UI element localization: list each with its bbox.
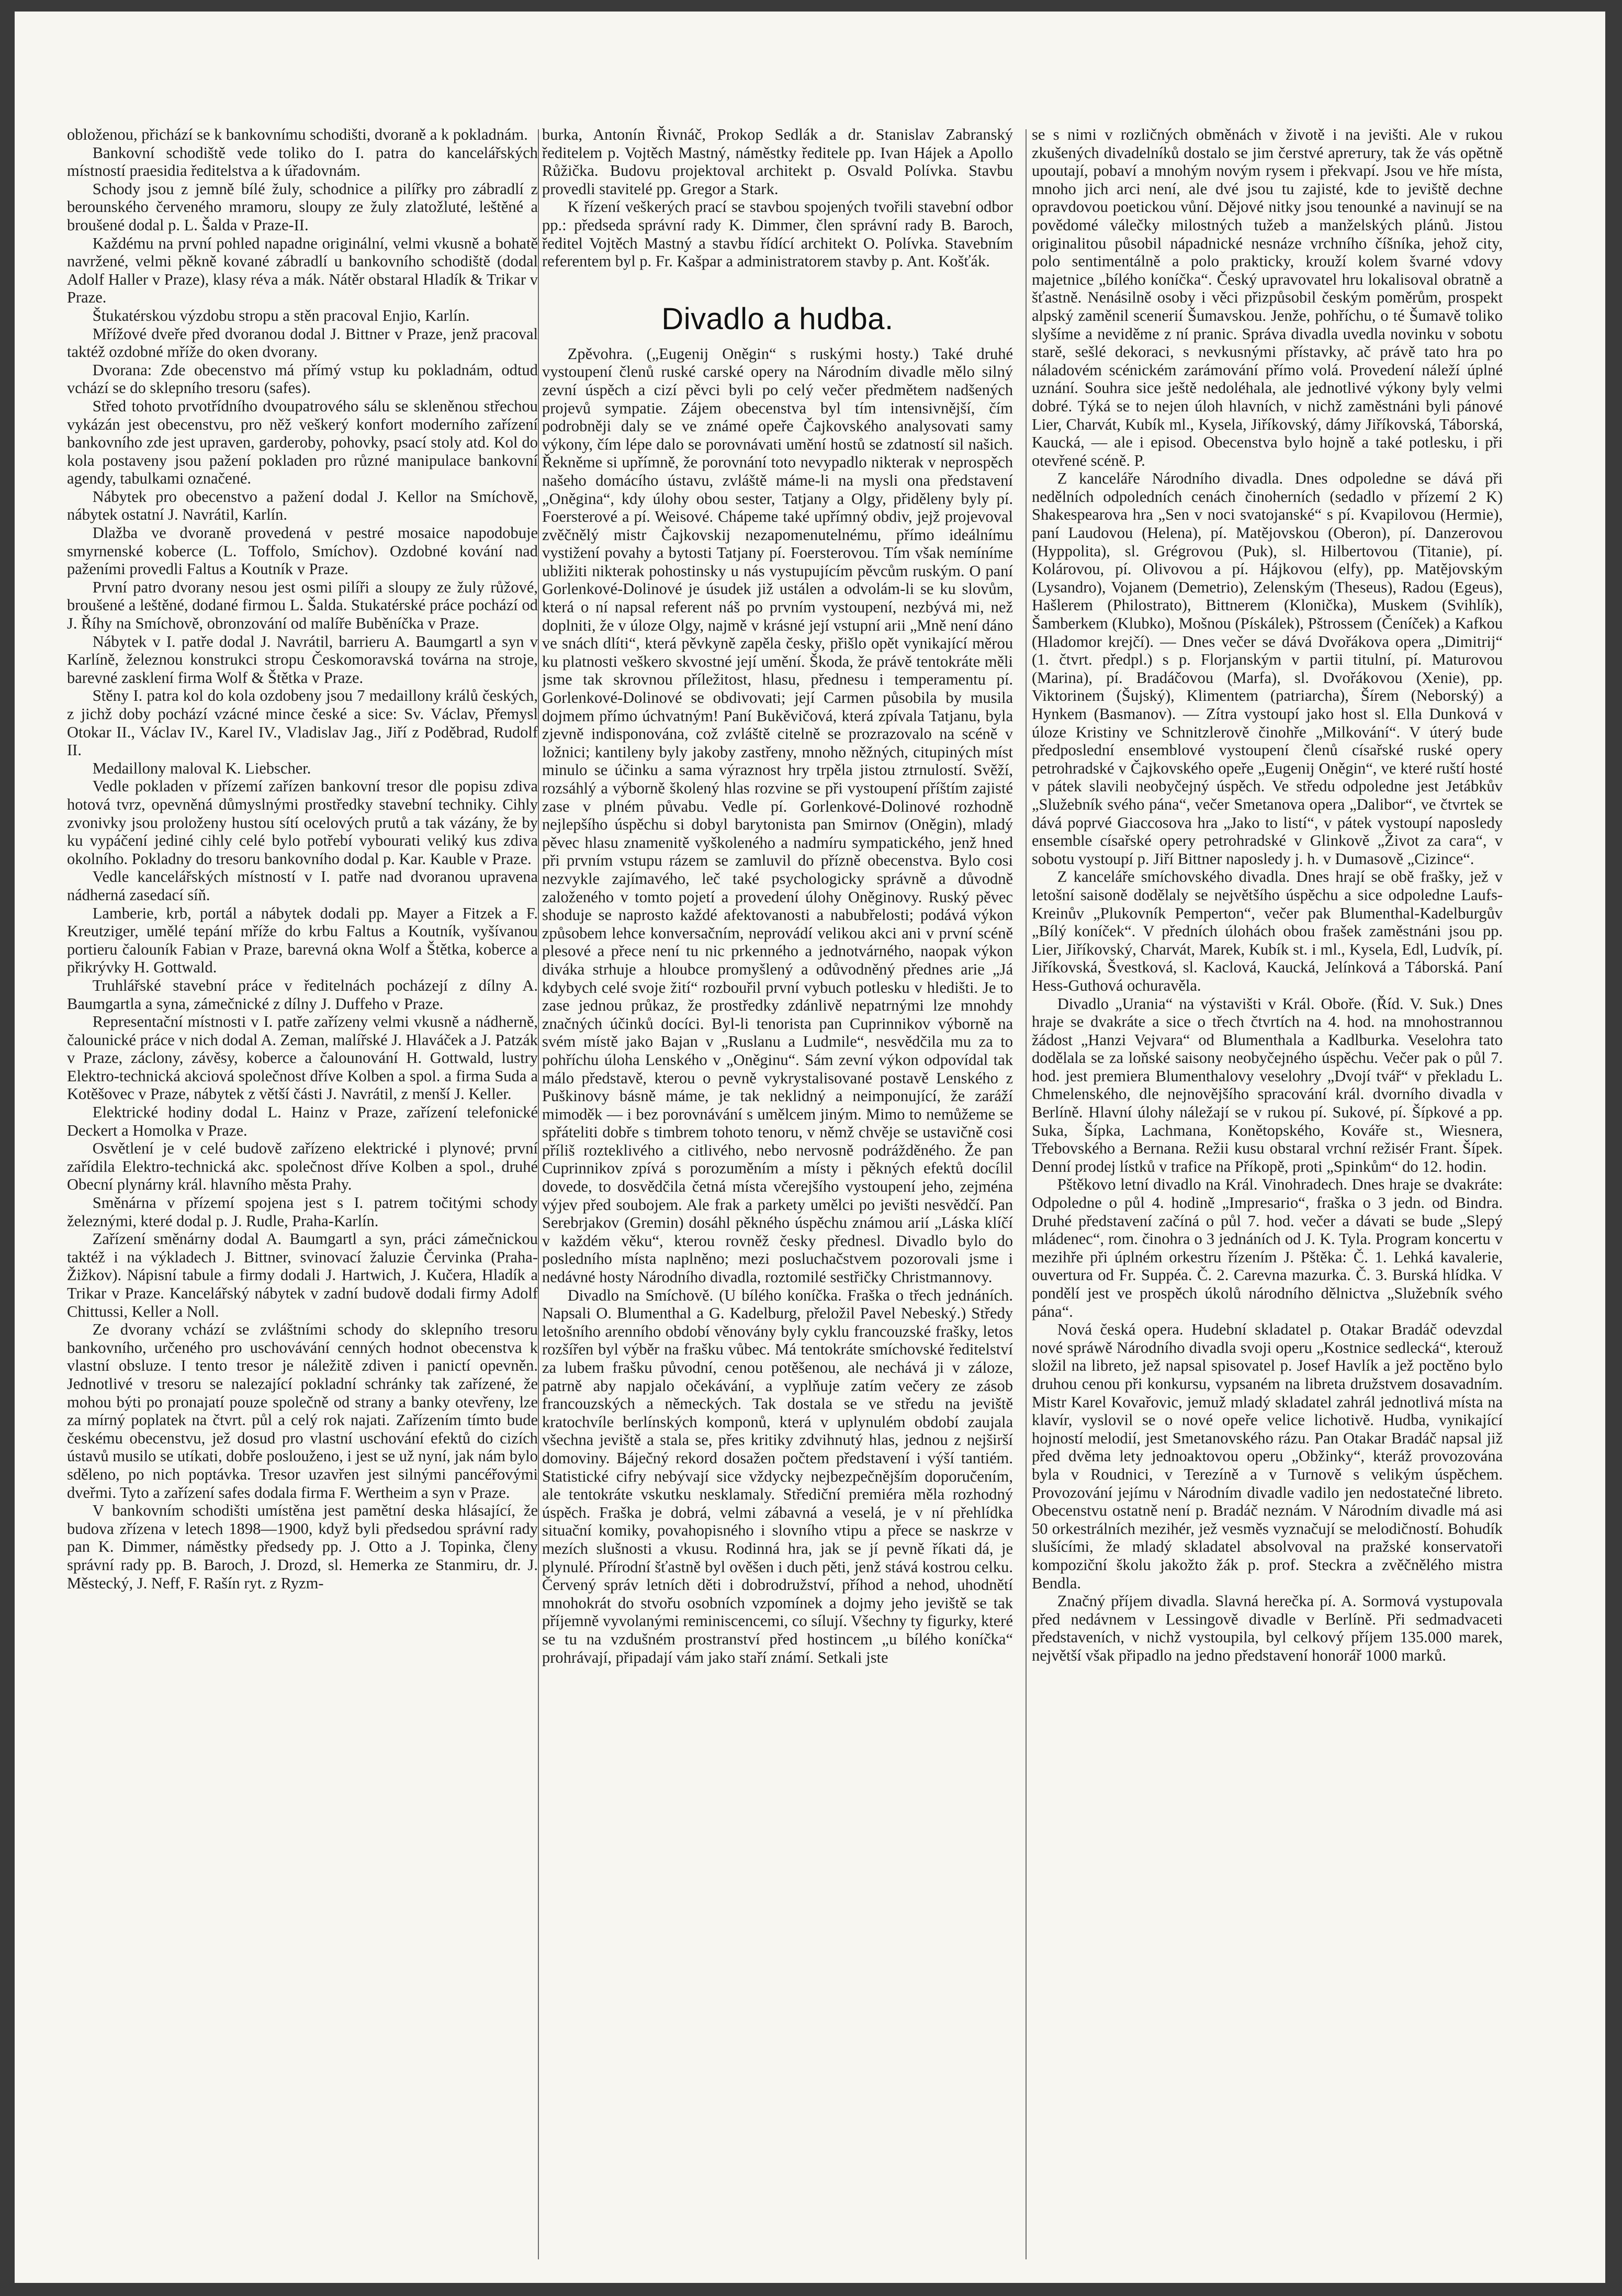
- text-column-left: [67, 126, 538, 2271]
- article-paragraph: Z kanceláře smíchovského divadla. Dnes hrají se obě frašky, jež v letošní saisoně dodělaly se největšího úspěchu a sice odpoledne Laufs-Kreinův „Plukovník Pemperton“, večer pak Blumenthal-Kadelburgův „Bílý koníček“. V předních úlohách obou frašek zaměstnáni jsou pp. Lier, Jiříkovský, Charvát, Marek, Kubík st. i ml., Kysela, Edl, Ludvík, pí. Jiříkovská, Švestková, sl. Kaclová, Kaucká, Jelínková a Táborská. Paní Hess-Guthová ochuravěla.: [1032, 868, 1503, 994]
- column-divider: [538, 129, 539, 2259]
- article-paragraph: Mřížové dveře před dvoranou dodal J. Bittner v Praze, jenž pracoval taktéž ozdobné mříže do oken dvorany.: [67, 324, 538, 361]
- bank-article-continuation: [542, 126, 1013, 271]
- article-paragraph: Stěny I. patra kol do kola ozdobeny jsou 7 medaillony králů českých, z jichž doby pochází vzácné mince české a sice: Sv. Václav, Přemysl Otokar II., Václav IV., Karel IV., Vladislav Jag., Jiří z Poděbrad, Rudolf II.: [67, 687, 538, 759]
- article-paragraph: Pštěkovo letní divadlo na Král. Vinohradech. Dnes hraje se dvakráte: Odpoledne o půl 4. hodině „Impresario“, fraška o 3 jedn. od Bindra. Druhé představení začíná o půl 7. hod. večer a dávati se bude „Slepý mládenec“, rom. činohra o 3 jednáních od J. K. Tyla. Program koncertu v mezihře při úplném orkestru řízením J. Pštěka: Č. 1. Lehká kavalerie, ouvertura od Fr. Suppéa. Č. 2. Carevna mazurka. Č. 3. Burská hlídka. V pondělí jest ve prospěch úkolů národního dělnictva „Služebník svého pána“.: [1032, 1175, 1503, 1320]
- article-paragraph: obloženou, přichází se k bankovnímu schodišti, dvoraně a k pokladnám.: [67, 126, 528, 143]
- theatre-section-body: [542, 345, 1013, 1666]
- article-paragraph: Střed tohoto prvotřídního dvoupatrového sálu se skleněnou střechou vykázán jest obecenstvu, pro něž veškerý konfort moderního zařízení bankovního zde jest upraven, garderoby, pohovky, psací stoly atd. Kol do kola postaveny jsou pažení pokladen pro různé manipulace bankovní agendy, tabulkami označené.: [67, 397, 538, 488]
- article-paragraph: Zařízení směnárny dodal A. Baumgartl a syn, práci zámečnickou taktéž i na výkladech J. Bittner, svinovací žaluzie Červinka (Praha-Žižkov). Nápisní tabule a firmy dodali J. Hartwich, J. Kučera, Hladík a Trikar v Praze. Kancelářský nábytek v zadní budově dodali firmy Adolf Chittussi, Keller a Noll.: [67, 1230, 538, 1320]
- article-paragraph: Elektrické hodiny dodal L. Hainz v Praze, zařízení telefonické Deckert a Homolka v Praze.: [67, 1103, 538, 1139]
- article-paragraph: Divadlo na Smíchově. (U bílého koníčka. Fraška o třech jednáních. Napsali O. Blumenthal a G. Kadelburg, přeložil Pavel Nebeský.) Středy letošního arenního období věnovány byly cyklu francouzské frašky, letos rozšířen byl výběr na frašku vůbec. Má tentokráte smíchovské ředitelství za lubem frašku původní, cenou potěšenou, ale nechává ji v záloze, patrně aby napjalo očekávání, a vyplňuje zatím večery ze zásob francouzských a německých. Tak dostala se ve středu na jeviště kratochvíle berlínských komponů, která v uplynulém období zaujala všechna jeviště a stala se, přes kritiky zdvihnutý hlas, jednou z nejširší domoviny. Báječný rekord dosažen počtem představení i výší tantiém. Statistické cifry nebývají sice vždycky nejbezpečnějším doporučením, ale tentokráte vskutku nesklamaly. Střediční premiéra měla rozhodný úspěch. Fraška je dobrá, velmi zábavná a veselá, je v ní přehlídka situační komiky, povahopisného i slovního vtipu a přece se naskrze v mezích slušnosti a vkusu. Rodinná hra, jak se jí pevně říkati dá, je plynulé. Přírodní šťastně byl ověšen i duch pěti, jenž stává kostrou celku. Červený správ letních děti i dobrodružství, příhod a nehod, uhodnětí mnohokrát do stvořu osobních vzpomínek a dojmy jeho jeviště se tak příjemně vyvolanými reminiscencemi, co sílují. Všechny ty figurky, které se tu na vzdušném prostranství před hostincem „u bílého koníčka“ prohrávají, připadají vám jako staří známí. Setkali jste: [542, 1286, 1013, 1666]
- article-paragraph: Ze dvorany vchází se zvláštními schody do sklepního tresoru bankovního, určeného pro uschovávání cenných hodnot obecenstva k vlastní obsluze. I tento tresor je náležitě zdiven i panictí opevněn. Jednotlivé v tresoru se nalezající pokladní schránky tak zařízené, že mohou býti po pronajatí pouze společně od strany a banky otevřeny, lze za mírný poplatek na čtvrt. půl a celý rok najati. Zařízením tímto bude českému obecenstvu, jež dosud pro vlastní uschování efektů do cizích ústavů musilo se utíkati, dobře poslouženo, i jest se už nyní, jak nám bylo sděleno, po nich poptávka. Tresor uzavřen jest silnými pancéřovými dveřmi. Tyto a zařízení safes dodala firma F. Wertheim a syn v Praze.: [67, 1320, 538, 1502]
- article-paragraph: Směnárna v přízemí spojena jest s I. patrem točitými schody železnými, které dodal p. J. Rudle, Praha-Karlín.: [67, 1194, 538, 1230]
- article-paragraph: Štukatérskou výzdobu stropu a stěn pracoval Enjio, Karlín.: [92, 306, 470, 324]
- text-column-middle: [542, 126, 1013, 2271]
- newspaper-page: [15, 12, 1605, 2283]
- article-paragraph: Dlažba ve dvoraně provedená v pestré mosaice napodobuje smyrnenské koberce (L. Toffolo, Smíchov). Ozdobné kování nad paženími provedli Faltus a Koutník v Praze.: [67, 524, 538, 578]
- article-paragraph: Z kanceláře Národního divadla. Dnes odpoledne se dává při nedělních odpoledních cenách činoherních (sedadlo v přízemí 2 K) Shakespearova hra „Sen v noci svatojanské“ s pí. Kvapilovou (Hermie), paní Laudovou (Helena), pí. Matějovskou (Oberon), pí. Danzerovou (Hyppolita), sl. Grégrovou (Puk), sl. Hilbertovou (Titanie), pí. Kolárovou, pí. Olivovou a pí. Hájkovou (elfy), pp. Matějovským (Lysandro), Vojanem (Demetrio), Zelenským (Theseus), Radou (Egeus), Hašlerem (Philostrato), Bittnerem (Klonička), Muskem (Svihlík), Šamberkem (Klubko), Mošnou (Pískálek), Pštrossem (Čeníček) a Kafkou (Hladomor krejčí). — Dnes večer se dává Dvořákova opera „Dimitrij“ (1. čtvrt. předpl.) s p. Florjanským v partii titulní, pí. Maturovou (Marina), pí. Bradáčovou (Marfa), sl. Dvořákovou (Xenie), pp. Viktorinem (Šujský), Klimentem (patriarcha), Šírem (Neborský) a Hynkem (Basmanov). — Zítra vystoupí jako host sl. Ella Dunková v úloze Kristiny ve Schnitzlerově činohře „Milkování“. V úterý bude předposlední ensemblové vystoupení členů císařské ruské opery petrohradské v Čajkovského opeře „Eugenij Oněgin“, ve které ruští hosté v pátek slavili neobyčejný úspěch. Ve středu odpoledne jest Jetábkův „Služebník svého pána“, večer Smetanova opera „Dalibor“, ve čtvrtek se dává poprvé Giaccosova hra „Jako to listí“, v pátek vystoupí naposledy ensemble císařské opery petrohradské v Glinkově „Život za cara“, v sobotu vystoupí p. Jiří Bittner naposledy j. h. v Dumasově „Cizince“.: [1032, 469, 1503, 868]
- article-paragraph: Medaillony maloval K. Liebscher.: [92, 759, 311, 777]
- article-paragraph: burka, Antonín Řivnáč, Prokop Sedlák a dr. Stanislav Zabranský ředitelem p. Vojtěch Mastný, náměstky ředitele pp. Ivan Hájek a Apollo Růžička. Budovu projektoval architekt p. Osvald Polívka. Stavbu provedli stavitelé pp. Gregor a Stark.: [542, 126, 1013, 198]
- article-paragraph: Každému na první pohled napadne originální, velmi vkusně a bohatě navržené, velmi pěkně kované zábradlí u bankovního schodiště (dodal Adolf Haller v Praze), klasy réva a mák. Nátěr obstaral Hladík & Trikar v Praze.: [67, 234, 538, 307]
- article-paragraph: se s nimi v rozličných obměnách v životě i na jevišti. Ale v rukou zkušených divadelníků dostalo se jim čerstvé aprетury, tak že vás opětně upoutají, pobaví a mnohým novým rysem i překvapí. Jsou ve hře místa, mnoho jich arci není, ale dvé jsou tu zajisté, kde to jeviště dechne opravdovou poetickou vůní. Dějové nitky jsou tenounké a navinují se na povědomé válečky milostných tužeb a manželských plánů. Jistou originalitou působil nápadnické nesnáze vrchního číšníka, jehož city, polo sentimentálně a polo prakticky, krouží kolem švarné vdovy majetnice „bílého koníčka“. Český upravovatel hru lokalisoval obratně a šťastně. Nenásilně osoby i věci přizpůsobil českým poměrům, prospekt alpský zaměnil scenerií Šumavskou. Jenže, pohříchu, o té Šumavě toliko slyšíme a neviděme z ní pranic. Správa divadla uvedla novinku v sobotu starě, sešlé dekoraci, s nevkusnými přístavky, ač právě tato hra po náladovém scénickém zarámování přímo volá. Provedení náleží úplné uznání. Souhra sice ještě nedoléhala, ale jednotlivé výkony byly velmi dobré. Týká se to nejen úloh hlavních, v nichž zaměstnáni byli pánové Lier, Charvát, Kubík ml., Kysela, Jiříkovský, dámy Jiříkovská, Táborská, Kaucká, — ale i episod. Obecenstva bylo hojně a také potlesku, i při otevřené scéně. P.: [1032, 126, 1503, 469]
- article-paragraph: Značný příjem divadla. Slavná herečka pí. A. Sormová vystupovala před nedávnem v Lessingově divadle v Berlíně. Při sedmadvaceti představeních, v nichž vystoupila, byl celkový příjem 135.000 marek, největší však připadlo na jedno představení honorář 1000 marků.: [1032, 1592, 1503, 1664]
- article-paragraph: Bankovní schodiště vede toliko do I. patra do kancelářských místností praesidia ředitelstva a k úřadovnám.: [67, 143, 538, 180]
- article-paragraph: Representační místnosti v I. patře zařízeny velmi vkusně a nádherně, čalounické práce v nich dodal A. Zeman, malířské J. Hlaváček a J. Patzák v Praze, záclony, závěsy, koberce a čalounování H. Gottwald, lustry Elektro-technická akciová společnost dříve Kolben a spol. a firma Suda a Kotěšovec v Praze, nábytek z větší části J. Navrátil, z menší J. Keller.: [67, 1013, 538, 1103]
- article-paragraph: Vedle kancelářských místností v I. patře nad dvoranou upravena nádherná zasedací síň.: [67, 868, 538, 904]
- article-paragraph: Zpěvohra. („Eugenij Oněgin“ s ruskými hosty.) Také druhé vystoupení členů ruské carské opery na Národním divadle mělo silný zevní úspěch a cizí pěvci byli po celý večer předmětem nadšených projevů sympatie. Zájem obecenstva byl tím intensivnější, čím podrobněji daly se ve známé opeře Čajkovského analysovati samy výkony, čím lépe dalo se porovnávati umění hostů se zdatností sil našich. Řekněme si upřímně, že porovnání toto nevypadlo nikterak v neprospěch našeho domácího ústavu, zvláště máme-li na mysli ona představení „Oněgina“, kdy úlohy obou sester, Tatjany a Olgy, přiděleny byly pí. Foersterové a pí. Weisové. Chápeme také upřímný obdiv, jejž projevoval zvěčnělý mistr Čajkovskij nezapomenutelnému, přímo ideálnímu vystižení povahy a bytosti Tatjany pí. Foersterovou. Tím však nemíníme ubližiti nikterak pohostinsky u nás vystupujícím pěvcům ruským. O paní Gorlenkové-Dolinové je úsudek již ustálen a odvolám-li se ku slovům, která o ní napsal referent náš po prvním vystoupení, nezbývá mi, než doplniti, že v úloze Olgy, najmě v krásné její vstupní arii „Mně není dáno ve snách dlíti“, která pěvkyně zapěla česky, přišlo opět vynikající měrou ku platnosti veškero skvostné její umění. Škoda, že právě tentokráte měli jsme tak skrovnou příležitost, hlasu, přednesu i temperamentu pí. Gorlenkové-Dolinové se obdivovati; její Carmen působila by musila dojmem přímo úchvatným! Paní Bukěvičová, která zpívala Tatjanu, byla zjevně indisponována, což zvláště citelně se prozrazovalo na scéně v ložnici; kantileny byly jakoby zastřeny, mnoho něžných, citupiných míst minulo se účinku a sama výraznost hry trpěla jistou ztrnulostí. Svěží, rozsáhlý a výborně školený hlas rozvine se při vystoupení příštím zajisté zase v plném půvabu. Vedle pí. Gorlenkové-Dolinové rozhodně nejlepšího úspěchu si dobyl barytonista pan Smirnov (Oněgin), mladý pěvec hlasu znamenitě vyškoleného a nadmíru sympatického, jenž hned při prvním vstupu rázem se zamluvil do přízně obecenstva. Bylo cosi nezvykle zajímavého, leč také psychologicky správně a důvodně založeného v tomto pojetí a provedení úlohy Oněginovy. Ruský pěvec shoduje se naprosto každé afektovanosti a nabubřelosti; podává výkon způsobem lehce konversačním, neprovádí velikou akci ani v první scéně plesové a přece není tu nic prkenného a jednotvárného, naopak výkon divákа strhuje a hloubce promyšlený a odůvodněný přednes arie „Já kdybych celé svoje žití“ rozbouřil první vybuch potlesku v hledišti. Je to zase jednou průkaz, že prostředky zdánlivě nepatrnými lze mnohdy značných účinků docíci. Byl-li tenorista pan Cuprinnikov výborně na svém místě jako Bajan v „Ruslanu a Ludmile“, nesvědčila mu za to pohříchu úloha Lenského v „Oněginu“. Sám zevní výkon odpovídal tak málo představě, kterou o pevně vykrystalisované postavě Lenského z Puškinovy básně máme, je tak neklidný a neimponující, že zaráží mimoděk — i bez porovnávání s umělcem jiným. Mimo to nemůžeme se spřáteliti dobře s timbrem tohoto tenoru, v němž chvěje se ustavičně cosi příliš rozteklivého a citlivého, nebo nervosně podrážděného. Že pan Cuprinnikov zpívá s porozuměním a místy i pěkných efektů docílil dovede, to dosvědčila četná místa včerejšího vystoupení jeho, zejména výjev před soubojem. Ale frak a parkety umělci po jevišti nesvědčí. Pan Serebrjakov (Gremin) dosáhl pěkného úspěchu známou arií „Láska klíčí v každém věku“, kterou rovněž česky přednesl. Divadlo bylo do posledního místa naplněno; mezi posluchačstvem pozorovali jsme i nedávné hosty Národního divadla, roztomilé sestřičky Christmannovy.: [542, 344, 1013, 1286]
- article-paragraph: K řízení veškerých prací se stavbou spojených tvořili stavební odbor pp.: předseda správní rady K. Dimmer, člen správní rady B. Baroch, ředitel Vojtěch Mastný a stavbu řídící architekt O. Polívka. Stavebním referentem byl p. Fr. Kašpar a administratorem stavby p. Ant. Košťák.: [542, 198, 1013, 271]
- article-paragraph: V bankovním schodišti umístěna jest pamětní deska hlásající, že budova zřízena v letech 1898—1900, když byli předsedou správní rady pan K. Dimmer, náměstky předsedy pp. J. Otto a J. Topinka, členy správní rady pp. B. Baroch, J. Drozd, sl. Hemerka ze Stanmiru, dr. J. Městecký, J. Neff, F. Rašín ryt. z Ryzm-: [67, 1502, 538, 1592]
- section-heading-theatre-and-music: Divadlo a hudba.: [661, 301, 894, 336]
- article-paragraph: Schody jsou z jemně bílé žuly, schodnice a pilířky pro zábradlí z berounského červeného mramoru, sloupy ze žuly zlatožluté, leštěné a broušené dodal p. L. Šalda v Praze-II.: [67, 180, 538, 234]
- article-paragraph: První patro dvorany nesou jest osmi pilíři a sloupy ze žuly růžové, broušené a leštěné, dodané firmou L. Šalda. Stukatérské práce pochází od J. Říhy na Smíchově, obronzování od malíře Buběníčka v Praze.: [67, 578, 538, 633]
- article-paragraph: Vedle pokladen v přízemí zařízen bankovní tresor dle popisu zdiva hotová tvrz, opevněná důmyslnými prostředky stavební techniky. Cihly zvonivky jsou proloženy hustou sítí ocelových prutů a tak vázány, že by ku vypáčení jediné cihly celé bylo potřebí vybourati veliký kus zdiva okolního. Pokladny do tresoru bankovního dodal p. Kar. Kauble v Praze.: [67, 777, 538, 868]
- article-paragraph: Nábytek v I. patře dodal J. Navrátil, barrieru A. Baumgartl a syn v Karlíně, železnou konstrukci stropu Českomoravská továrna na stroje, barevné zasklení firma Wolf & Štětka v Praze.: [67, 632, 538, 687]
- article-paragraph: Dvorana: Zde obecenstvo má přímý vstup ku pokladnám, odtud vchází se do sklepního tresoru (safes).: [67, 361, 538, 397]
- article-paragraph: Divadlo „Urania“ na výstavišti v Král. Oboře. (Říd. V. Suk.) Dnes hraje se dvakráte a sice o třech čtvrtích na 4. hod. na mnohostrannou žádost „Hanzi Vejvara“ od Blumenthala a Kadlburka. Veselohra tato dodělala se za loňské saisony neobyčejného úspěchu. Večer pak o půl 7. hod. jest premiera Blumenthalovy veselohry „Dvojí tvář“ v překladu L. Chmelenského, dle nejnovějšího spracování král. dvorního divadla v Berlíně. Hlavní úlohy náležají se v rukou pí. Sukové, pí. Šípkové a pp. Suka, Šípka, Lachmana, Konětopského, Kováře st., Wiesnera, Třebovského a Bernana. Režii kusu obstaral vrchní režisér Frant. Šípek. Denní prodej lístků v trafice na Příkopě, proti „Spinkům“ do 12. hodin.: [1032, 994, 1503, 1175]
- article-paragraph: Nábytek pro obecenstvo a pažení dodal J. Kellor na Smíchově, nábytek ostatní J. Navrátil, Karlín.: [67, 487, 538, 524]
- article-paragraph: Truhlářské stavební práce v ředitelnách pocházejí z dílny A. Baumgartla a syna, zámečnické z dílny J. Duffeho v Praze.: [67, 976, 538, 1013]
- article-paragraph: Lamberie, krb, portál a nábytek dodali pp. Mayer a Fitzek a F. Kreutziger, umělé tepání mříže do krbu Faltus a Koutník, vyšívanou portieru čalouník Fabian v Praze, barevná okna Wolf a Štětka, koberce a přikrývky H. Gottwald.: [67, 904, 538, 977]
- article-paragraph: Osvětlení je v celé budově zařízeno elektrické i plynové; první zařídila Elektro-technická akc. společnost dříve Kolben a spol., druhé Obecní plynárny král. hlavního města Prahy.: [67, 1139, 538, 1194]
- article-paragraph: Nová česká opera. Hudební skladatel p. Otakar Bradáč odevzdal nové spráwě Národního divadla svoji operu „Kostnice sedlecká“, kterouž složil na libreto, jež napsal spisovatel p. Josef Havlík a jež poctěno bylo druhou cenou při konkursu, vypsaném na libreta družstvem dosavadním. Mistr Karel Kovařovic, jemuž mladý skladatel zahrál jednotlivá místa na klavír, vyslovil se o nové opeře velice lichotivě. Hudba, vynikající hojností melodií, jest Smetanovského rázu. Pan Otakar Bradáč napsal již před dvěma lety jednoaktovou operu „Obžinky“, kteráž provozována byla v Roudnici, v Terezíně a v Turnově s velikým úspěchem. Provozování jejímu v Národním divadle vadilo jen nedostatečné libreto. Obecenstvu ostatně není p. Bradáč neznám. V Národním divadle má asi 50 orkestrálních mezihér, jež vesměs vyznačují se melodičností. Bohudík slušícími, že mladý skladatel absolvoval na pražské konservatoři kompoziční školu jakožto žák p. prof. Steckra a zvěčnělého mistra Bendla.: [1032, 1320, 1503, 1592]
- column-divider: [1026, 129, 1027, 2259]
- text-column-right: [1032, 126, 1503, 2271]
